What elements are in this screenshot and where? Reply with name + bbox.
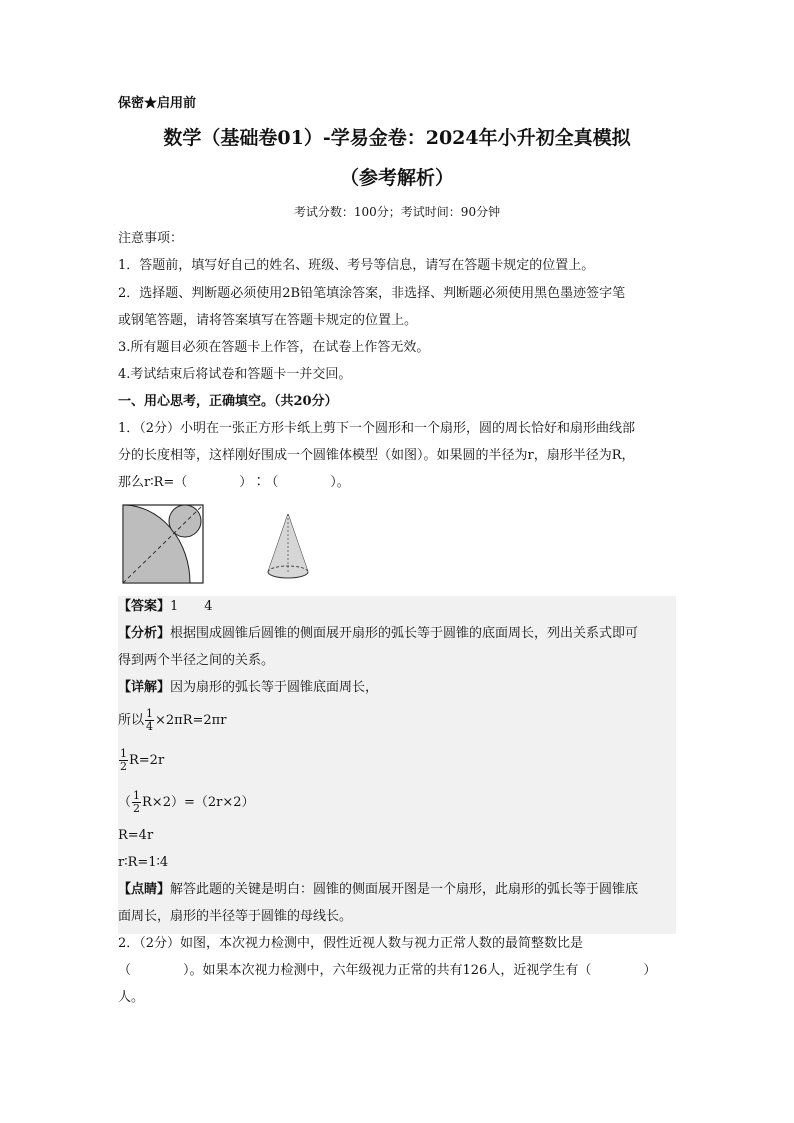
- section-heading: 一、用心思考，正确填空。（共20分）: [118, 394, 338, 409]
- equation-prefix: 所以: [118, 713, 145, 728]
- question-1-text: 1．（2分）小明在一张正方形卡纸上剪下一个圆形和一个扇形，圆的周长恰好和扇形曲线部: [118, 421, 636, 436]
- page-subtitle: （参考解析）: [339, 167, 454, 189]
- detail-label: 【详解】: [118, 680, 171, 695]
- fraction-numerator: 1: [120, 747, 127, 760]
- analysis-label: 【分析】: [118, 626, 171, 641]
- equation-2: [118, 748, 164, 774]
- tip-label: 【点睛】: [118, 882, 171, 897]
- fraction: [119, 748, 128, 773]
- equation-prefix: （: [118, 795, 132, 810]
- equation-rest: ×2πR=2πr: [155, 713, 227, 728]
- fraction-denominator: 4: [146, 720, 154, 733]
- question-2-text: 2．（2分）如图，本次视力检测中，假性近视人数与视力正常人数的最简整数比是: [118, 936, 584, 951]
- notes-heading: 注意事项：: [118, 231, 184, 246]
- fraction-denominator: 2: [133, 802, 141, 815]
- question-1-figure: [118, 500, 328, 590]
- answer-line: [118, 598, 213, 616]
- page-title: 数学（基础卷01）-学易金卷：2024年小升初全真模拟: [163, 127, 631, 149]
- note-item: 或钢笔答题，请将答案填写在答题卡规定的位置上。: [118, 313, 418, 328]
- fraction-numerator: 1: [146, 707, 154, 720]
- note-item: 4.考试结束后将试卷和答题卡一并交回。: [118, 367, 352, 382]
- analysis-text: 得到两个半径之间的关系。: [118, 653, 275, 668]
- fraction-numerator: 1: [133, 789, 141, 802]
- cone-figure: [268, 514, 308, 578]
- question-2-text: （ ）。如果本次视力检测中，六年级视力正常的共有126人，近视学生有（ ）: [118, 963, 657, 978]
- detail-line: [118, 679, 378, 697]
- confidential-mark: 保密★启用前: [118, 96, 197, 111]
- equation-rest: R=2r: [129, 753, 165, 768]
- analysis-line: [118, 625, 638, 643]
- tip-text: 解答此题的关键是明白：圆锥的侧面展开图是一个扇形，此扇形的弧长等于圆锥底: [170, 882, 639, 897]
- exam-info: 考试分数：100分；考试时间：90分钟: [293, 205, 501, 219]
- answer-value: 1 4: [170, 599, 213, 614]
- fraction: [132, 790, 141, 815]
- equation-3: [118, 790, 255, 816]
- square-card-figure: [123, 505, 203, 583]
- answer-label: 【答案】: [118, 599, 171, 614]
- note-item: 3.所有题目必须在答题卡上作答，在试卷上作答无效。: [118, 340, 430, 355]
- note-item: 1．答题前，填写好自己的姓名、班级、考号等信息，请写在答题卡规定的位置上。: [118, 258, 595, 273]
- equation-1: [118, 708, 226, 734]
- detail-text: 因为扇形的弧长等于圆锥底面周长，: [170, 680, 379, 695]
- question-1-text: 那么r∶R=（ ）∶（ ）。: [118, 475, 350, 490]
- fraction-denominator: 2: [120, 760, 127, 773]
- tip-text: 面周长，扇形的半径等于圆锥的母线长。: [118, 909, 353, 924]
- tip-line: [118, 881, 638, 899]
- note-item: 2．选择题、判断题必须使用2B铅笔填涂答案，非选择、判断题必须使用黑色墨迹签字笔: [118, 286, 626, 301]
- fraction: [145, 708, 154, 733]
- question-2-text: 人。: [118, 990, 145, 1005]
- question-1-text: 分的长度相等，这样刚好围成一个圆锥体模型（如图）。如果圆的半径为r，扇形半径为R，: [118, 448, 635, 463]
- equation-rest: R×2）=（2r×2）: [142, 795, 255, 810]
- equation-4: R=4r: [118, 828, 154, 843]
- analysis-text: 根据围成圆锥后圆锥的侧面展开扇形的弧长等于圆锥的底面周长，列出关系式即可: [170, 626, 639, 641]
- equation-5: r∶R=1∶4: [118, 855, 169, 870]
